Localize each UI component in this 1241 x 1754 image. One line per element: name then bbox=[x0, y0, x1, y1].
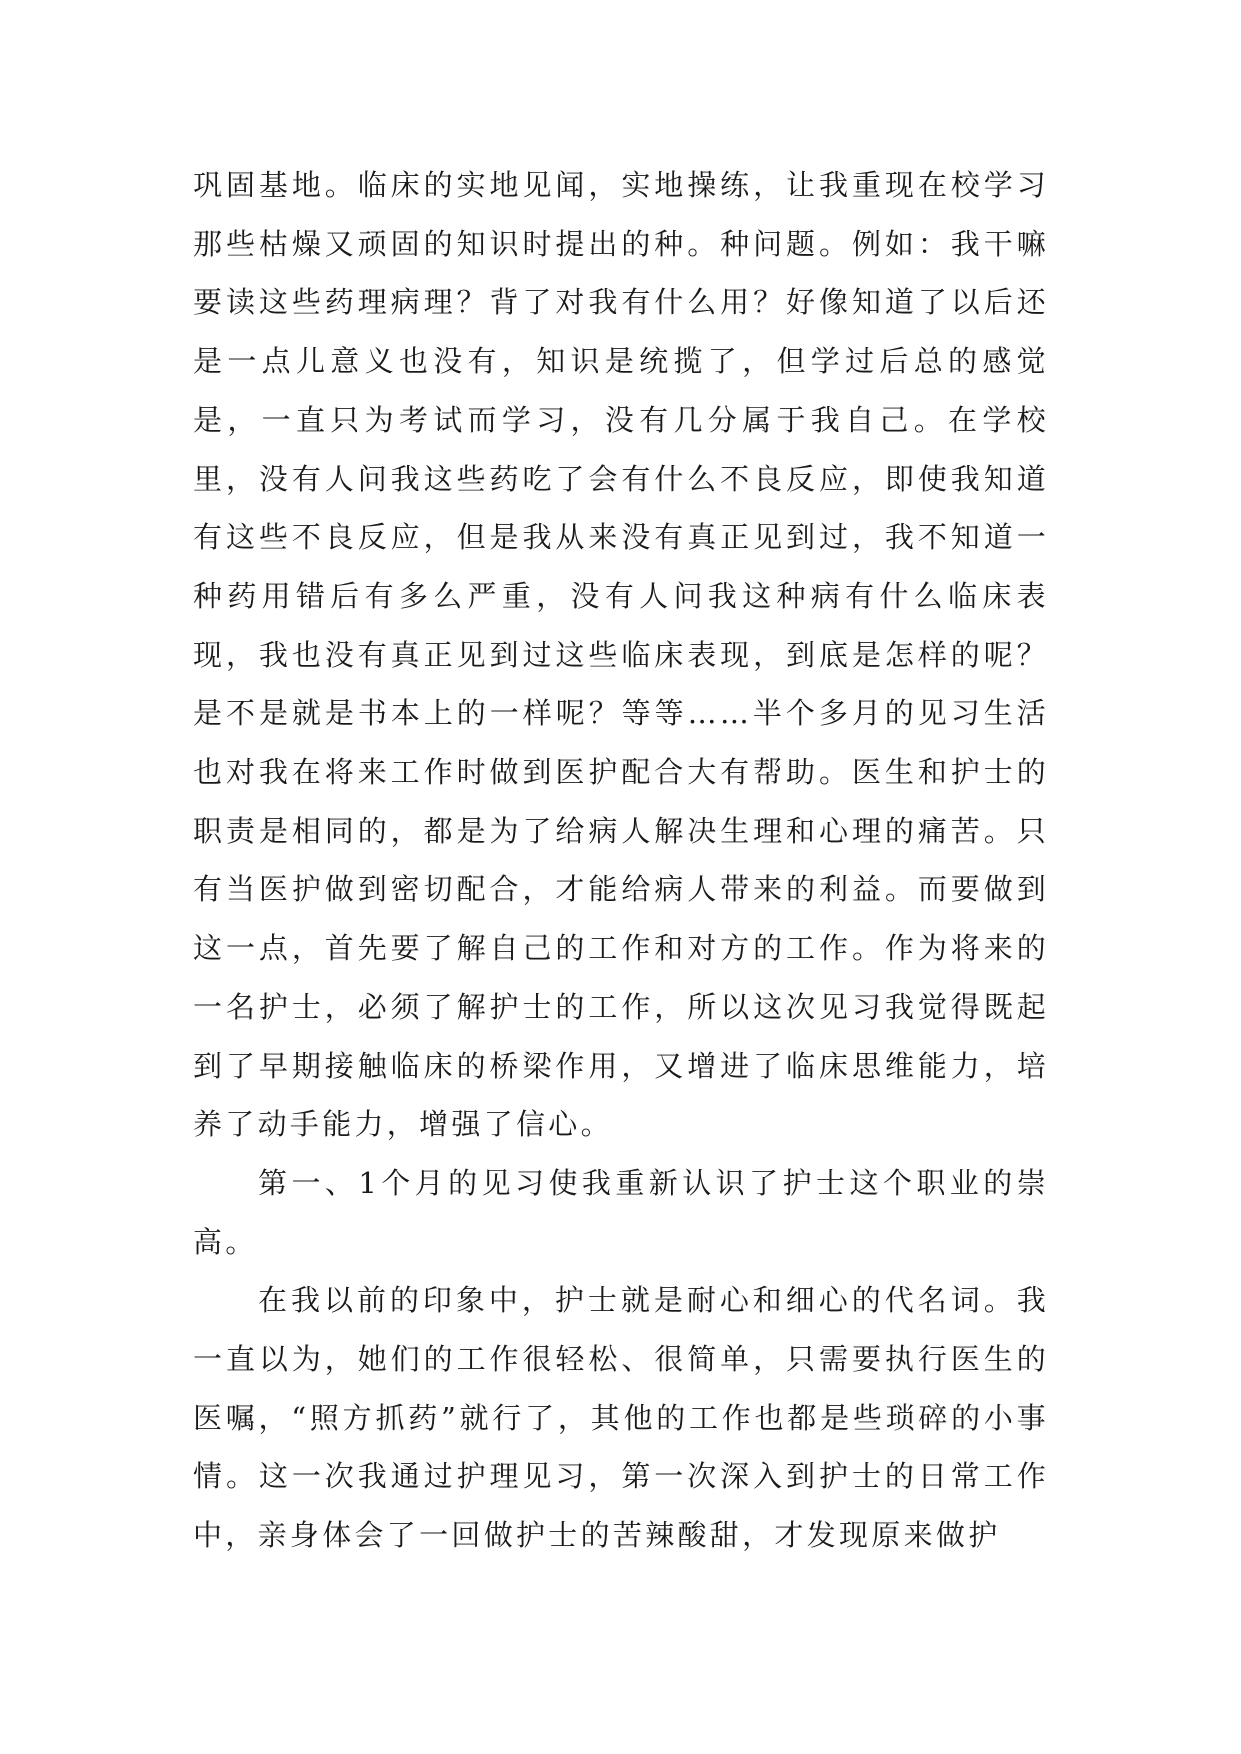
paragraph-heading-first: 第一、1个月的见习使我重新认识了护士这个职业的崇高。 bbox=[193, 1165, 1049, 1259]
document-page bbox=[193, 156, 1049, 1565]
paragraph-impression: 在我以前的印象中，护士就是耐心和细心的代名词。我一直以为，她们的工作很轻松、很简单，只需要执行医生的医嘱，“照方抓药”就行了，其他的工作也都是些琐碎的小事情。这一次我通过护理见习，第一次深入到护士的日常工作中，亲身体会了一回做护士的苦辣酸甜，才发现原来做护 bbox=[193, 1283, 1049, 1553]
paragraph-continuation: 巩固基地。临床的实地见闻，实地操练，让我重现在校学习那些枯燥又顽固的知识时提出的种。种问题。例如：我干嘛要读这些药理病理？背了对我有什么用？好像知道了以后还是一点儿意义也没有，知识是统揽了，但学过后总的感觉是，一直只为考试而学习，没有几分属于我自己。在学校里，没有人问我这些药吃了会有什么不良反应，即使我知道有这些不良反应，但是我从来没有真正见到过，我不知道一种药用错后有多么严重，没有人问我这种病有什么临床表现，我也没有真正见到过这些临床表现，到底是怎样的呢？是不是就是书本上的一样呢？等等……半个多月的见习生活也对我在将来工作时做到医护配合大有帮助。医生和护士的职责是相同的，都是为了给病人解决生理和心理的痛苦。只有当医护做到密切配合，才能给病人带来的利益。而要做到这一点，首先要了解自己的工作和对方的工作。作为将来的一名护士，必须了解护士的工作，所以这次见习我觉得既起到了早期接触临床的桥梁作用，又增进了临床思维能力，培养了动手能力，增强了信心。 bbox=[193, 168, 1049, 1142]
